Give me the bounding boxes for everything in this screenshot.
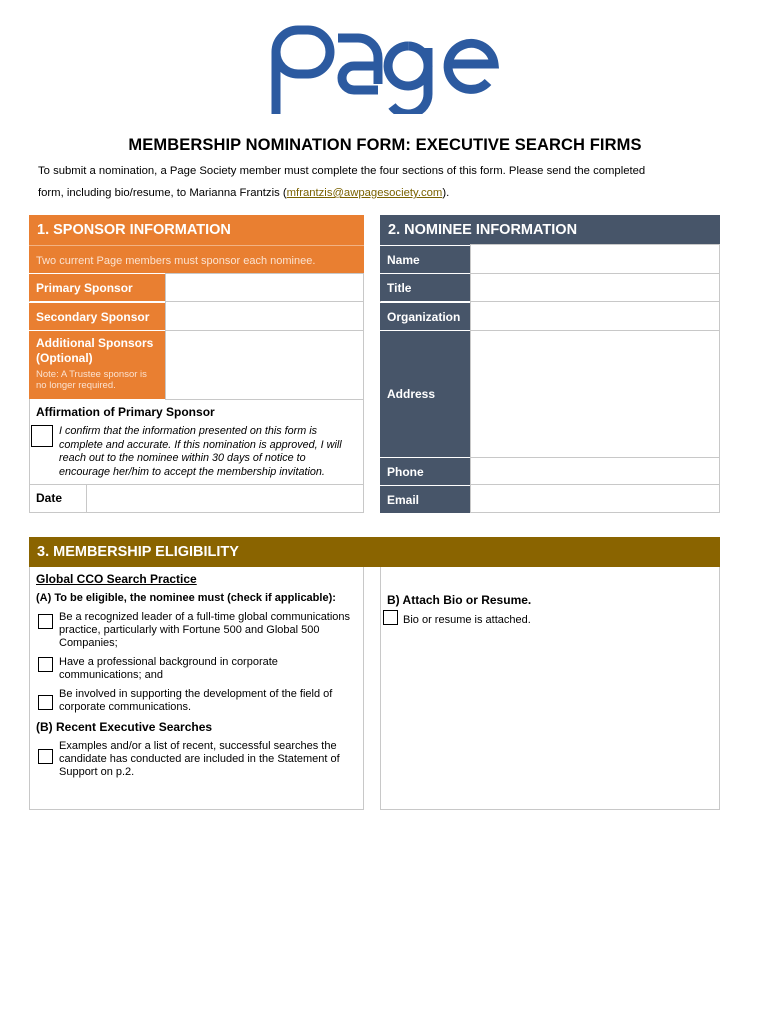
additional-sponsors-note: Note: A Trustee sponsor is no longer required.	[36, 369, 147, 391]
nominee-header: 2. NOMINEE INFORMATION	[380, 215, 720, 245]
intro-line-2: form, including bio/resume, to Marianna Frantzis (	[38, 187, 287, 199]
criteria-b-text: Examples and/or a list of recent, successful searches the candidate has conducted are included in the Statement of Support on p.2.	[59, 740, 340, 778]
primary-sponsor-label: Primary Sponsor	[29, 273, 165, 301]
criteria-b-checkbox[interactable]	[38, 749, 53, 764]
nominee-name-label: Name	[380, 245, 470, 273]
attach-checkbox[interactable]	[383, 610, 398, 625]
nominee-email-field[interactable]	[470, 484, 720, 513]
date-field[interactable]	[87, 485, 363, 512]
criteria-a2-text: Have a professional background in corporate communications; and	[59, 656, 278, 681]
page-society-logo	[268, 22, 502, 114]
primary-sponsor-field[interactable]	[165, 273, 364, 302]
attach-title: B) Attach Bio or Resume.	[387, 593, 532, 607]
nominee-title-field[interactable]	[470, 273, 720, 302]
additional-sponsors-label	[29, 330, 165, 399]
date-label: Date	[36, 491, 63, 505]
practice-title: Global CCO Search Practice	[36, 572, 197, 586]
criteria-b-title: (B) Recent Executive Searches	[36, 720, 213, 734]
affirmation-text: I confirm that the information presented on this form is complete and accurate. If this nomination is approved, I will reach out to the nominee within 30 days of notice to encourage her/him to accept the membership invitation.	[59, 425, 342, 478]
criteria-a3-text: Be involved in supporting the development of the field of corporate communications.	[59, 688, 333, 713]
intro-line-1: To submit a nomination, a Page Society member must complete the four sections of this form. Please send the completed	[38, 165, 646, 177]
nominee-email-label: Email	[380, 485, 470, 513]
secondary-sponsor-label: Secondary Sponsor	[29, 302, 165, 330]
eligibility-header: 3. MEMBERSHIP ELIGIBILITY	[29, 537, 720, 567]
sponsor-header: 1. SPONSOR INFORMATION	[29, 215, 364, 245]
criteria-a1-checkbox[interactable]	[38, 614, 53, 629]
nominee-phone-field[interactable]	[470, 457, 720, 485]
affirmation-title: Affirmation of Primary Sponsor	[36, 405, 215, 419]
nominee-address-field[interactable]	[470, 330, 720, 458]
criteria-a2-checkbox[interactable]	[38, 657, 53, 672]
email-link[interactable]: mfrantzis@awpagesociety.com	[286, 187, 443, 199]
secondary-sponsor-field[interactable]	[165, 301, 364, 331]
nominee-address-label: Address	[380, 330, 470, 457]
criteria-a3-checkbox[interactable]	[38, 695, 53, 710]
additional-sponsors-field[interactable]	[165, 330, 364, 400]
attach-text: Bio or resume is attached.	[403, 614, 531, 626]
additional-sponsors-title: Additional Sponsors (Optional)	[36, 336, 154, 365]
intro-text	[38, 160, 738, 204]
nominee-title-label: Title	[380, 273, 470, 301]
intro-line-2-end: ).	[442, 187, 450, 199]
sponsor-note: Two current Page members must sponsor each nominee.	[36, 255, 316, 267]
sponsor-note-row	[29, 245, 364, 273]
form-title: MEMBERSHIP NOMINATION FORM: EXECUTIVE SEARCH FIRMS	[128, 136, 642, 154]
nominee-organization-field[interactable]	[470, 301, 720, 331]
affirmation-checkbox[interactable]	[31, 425, 53, 447]
criteria-a-title: (A) To be eligible, the nominee must (check if applicable):	[36, 592, 336, 604]
criteria-a1-text: Be a recognized leader of a full-time global communications practice, particularly with Fortune 500 and Global 500 Companies;	[59, 611, 351, 649]
nominee-name-field[interactable]	[470, 244, 720, 274]
nominee-organization-label: Organization	[380, 302, 470, 330]
nominee-phone-label: Phone	[380, 457, 470, 485]
